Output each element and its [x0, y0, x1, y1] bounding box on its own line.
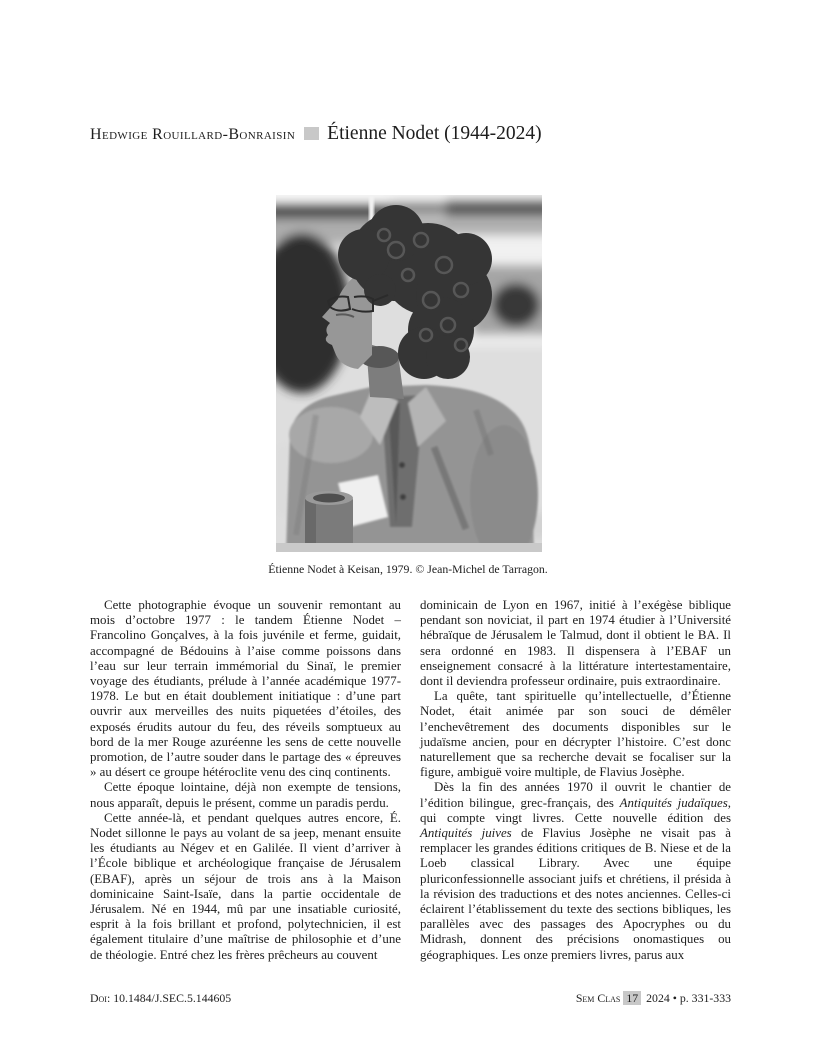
journal-year: 2024: [646, 991, 670, 1005]
square-separator-icon: [304, 127, 319, 140]
paragraph: [420, 598, 731, 689]
paragraph: [90, 811, 401, 963]
left-column: [90, 598, 401, 963]
paragraph-text: Dès la fin des années 1970 il ouvrit le chantier de l’édition bilingue, grec-français, des: [420, 780, 731, 810]
paragraph-text: de Flavius Josèphe ne visait pas à remplacer les grandes éditions critiques de B. Niese et de la Loeb classical Library. Avec une équipe pluriconfessionnelle associant juifs et chrétiens, il présida à la révision des traductions et des notes anciennes. Celles-ci éclairent l’établissement du texte des sections bibliques, les parallèles avec des passages des Apocryphes ou du Midrash, donnent des précisions onomastiques ou géographiques. Les onze premiers livres, parus aux: [420, 826, 731, 962]
book-title-italic: Antiquités judaïques: [619, 795, 728, 810]
portrait-photo: [276, 195, 542, 552]
doi-line: [90, 991, 231, 1006]
doi-value: 10.1484/J.SEC.5.144605: [113, 991, 232, 1005]
photo-caption: Étienne Nodet à Keisan, 1979. © Jean-Michel de Tarragon.: [268, 562, 548, 576]
paragraph: [420, 780, 731, 962]
paragraph-text: Cette année-là, et pendant quelques autres encore, É. Nodet sillonne le pays au volant de sa jeep, menant ensuite les étudiants au Négev et en Galilée. Il vient d’arriver à l’École biblique et archéologique française de Jérusalem (EBAF), après un séjour de trois ans à la Maison dominicaine Saint-Isaïe, dans la partie occidentale de Jérusalem. Né en 1944, mû par une insatiable curiosité, esprit à la fois brillant et profond, polytechnicien, il est également titulaire d’une maîtrise de philosophie et d’une de théologie. Entré chez les frères prêcheurs au couvent: [90, 810, 401, 962]
page-footer: [90, 991, 731, 1006]
book-title-italic: Antiquités juives: [420, 826, 512, 841]
article-header: [90, 123, 731, 145]
paragraph: [420, 689, 731, 780]
author-name: Hedwige Rouillard-Bonraisin: [90, 126, 296, 143]
journal-line: [573, 991, 731, 1006]
doi-label: Doi:: [90, 991, 111, 1005]
issue-number-badge: 17: [623, 991, 641, 1005]
bullet-separator: •: [672, 991, 677, 1005]
article-body: [90, 598, 731, 963]
journal-name: Sem Clas: [575, 991, 621, 1005]
paragraph-text: dominicain de Lyon en 1967, initié à l’exégèse biblique pendant son noviciat, il part en 1974 étudier à l’Université hébraïque de Jérusalem le Talmud, dont il obtient le BA. Il sera ordonné en 1983. Il dispensera à l’EBAF un enseignement consacré à la littérature intertestamentaire, dont il deviendra professeur ordinaire, puis extraordinaire.: [420, 598, 731, 689]
page-range: p. 331-333: [679, 991, 731, 1005]
right-column: [420, 598, 731, 963]
paragraph-text: La quête, tant spirituelle qu’intellectuelle, d’Étienne Nodet, était animée par son souci de démêler l’enchevêtrement des documents disponibles sur le judaïsme ancien, pour en décrypter l’histoire. C’est donc naturellement que sa recherche devait se focaliser sur la figure, ambiguë voire multiple, de Flavius Josèphe.: [420, 689, 731, 780]
paragraph-text: Cette époque lointaine, déjà non exempte de tensions, nous apparaît, depuis le présent, comme un paradis perdu.: [90, 780, 401, 810]
paragraph: [90, 598, 401, 780]
paragraph: [90, 780, 401, 810]
paragraph-text: , qui compte vingt livres. Cette nouvelle édition des: [420, 795, 731, 825]
page-title: Étienne Nodet (1944-2024): [327, 123, 542, 144]
portrait-photo-image: [276, 195, 542, 552]
paragraph-text: Cette photographie évoque un souvenir remontant au mois d’octobre 1977 : le tandem Étienne Nodet – Francolino Gonçalves, à la fois juvénile et ferme, guidait, accompagné de Bédouins à l’aise comme poissons dans l’eau sur leur terrain immémorial du Sinaï, le premier voyage des étudiants, prélude à l’année académique 1977-1978. Le but en était doublement initiatique : d’une part ouvrir aux merveilles des nuits piquetées d’étoiles, des exposés érudits autour du feu, des réveils somptueux au bord de la mer Rouge azuréenne les sens de cette nouvelle promotion, de l’autre souder dans le partage des « épreuves » au désert ce groupe hétéroclite venu des cinq continents.: [90, 598, 401, 780]
